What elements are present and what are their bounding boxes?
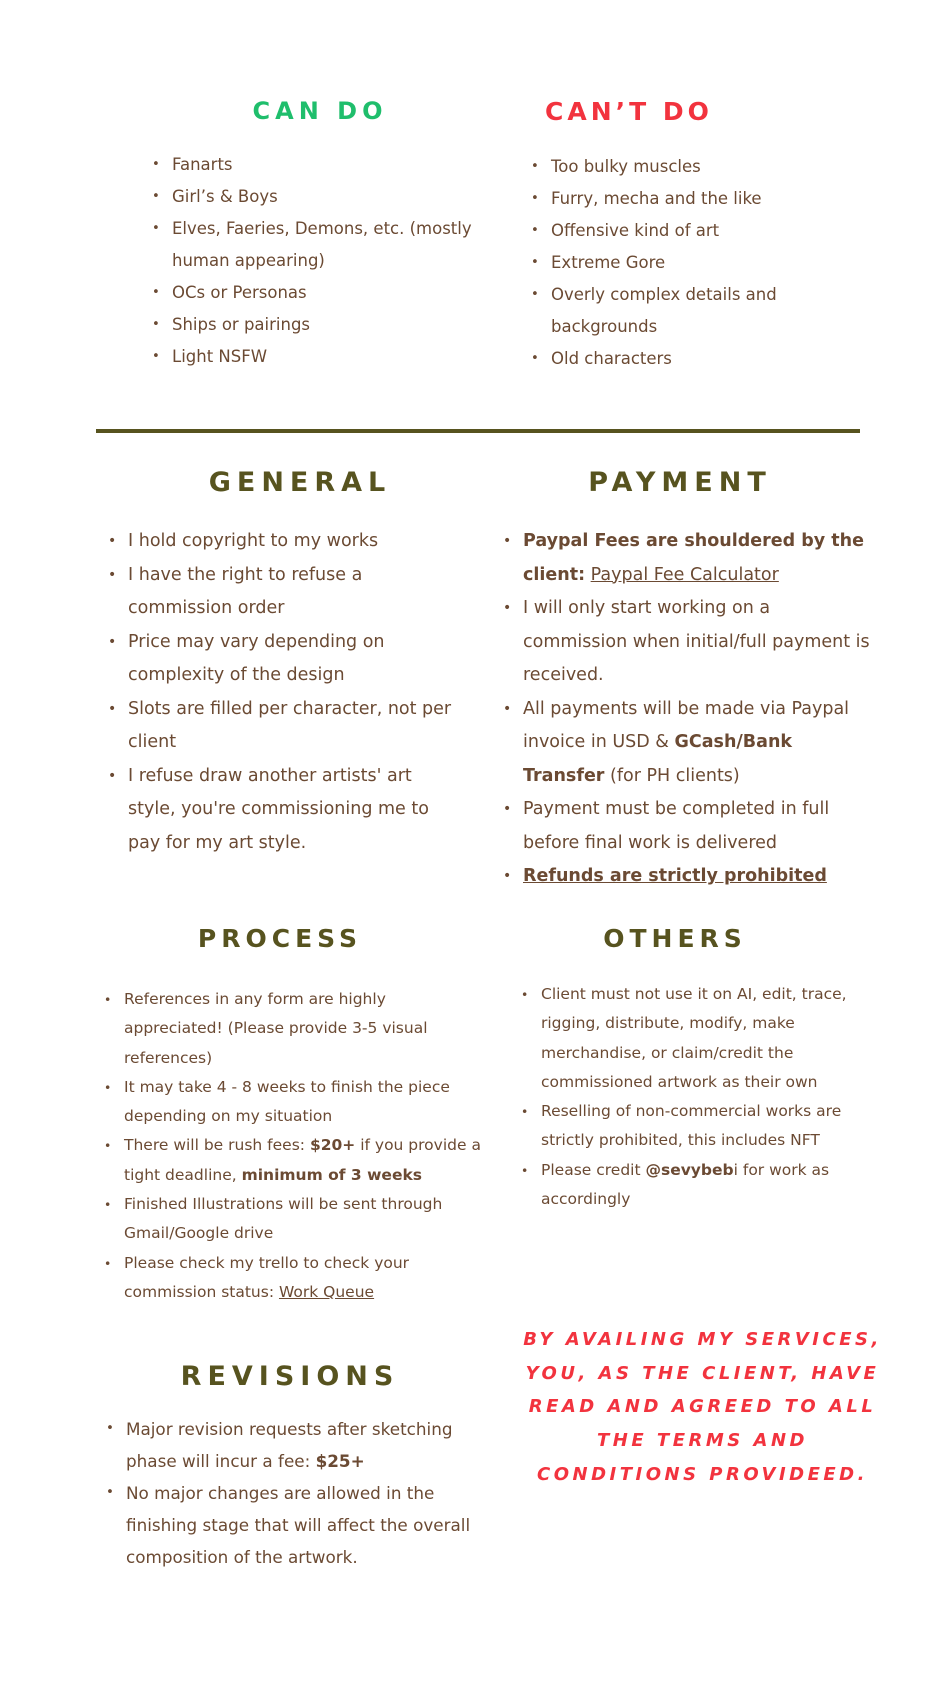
list-item: • Elves, Faeries, Demons, etc. (mostly human appearing): [152, 213, 487, 277]
payment-method-bold: GCash/Bank Transfer: [523, 732, 793, 786]
others-list: [521, 980, 866, 1214]
list-item: [503, 525, 873, 592]
list-item: [503, 693, 873, 794]
process-list: [104, 985, 484, 1307]
rush-fee-amount: $20+: [309, 1136, 356, 1155]
work-queue-link[interactable]: Work Queue: [278, 1282, 375, 1301]
rush-fee-text: There will be rush fees:: [124, 1136, 310, 1155]
list-item: • Too bulky muscles: [531, 151, 831, 183]
list-item: • Reselling of non-commercial works are strictly prohibited, this includes NFT: [521, 1097, 866, 1156]
list-item: • Furry, mecha and the like: [531, 183, 831, 215]
revisions-heading: REVISIONS: [180, 1361, 400, 1392]
list-item: • Overly complex details and backgrounds: [531, 279, 831, 343]
list-item: • Light NSFW: [152, 341, 487, 373]
cant-do-heading: CAN’T DO: [545, 97, 713, 126]
list-item: • Extreme Gore: [531, 247, 831, 279]
payment-heading: PAYMENT: [588, 467, 772, 498]
can-do-list: [152, 149, 487, 373]
paypal-fee-calculator-link[interactable]: Paypal Fee Calculator: [590, 564, 779, 585]
revision-fee-amount: $25+: [315, 1451, 365, 1471]
trello-text: Please check my trello to check your commission status:: [124, 1253, 410, 1301]
payment-fee-note: Paypal Fees are shouldered by the client:: [523, 531, 864, 585]
terms-notice: BY AVAILING MY SERVICES, YOU, AS THE CLIENT, HAVE READ AND AGREED TO ALL THE TERMS AND CONDITIONS PROVIDEED.: [523, 1329, 882, 1485]
general-list: [108, 525, 453, 860]
list-item: • No major changes are allowed in the finishing stage that will affect the overall composition of the artwork.: [106, 1477, 486, 1573]
list-item: [104, 1249, 484, 1308]
list-item: • Offensive kind of art: [531, 215, 831, 247]
list-item: • Ships or pairings: [152, 309, 487, 341]
payment-list: [503, 525, 873, 894]
list-item: • Finished Illustrations will be sent through Gmail/Google drive: [104, 1190, 484, 1249]
can-do-heading: CAN DO: [252, 97, 388, 125]
list-item: • I have the right to refuse a commission order: [108, 559, 453, 626]
list-item: • Client must not use it on AI, edit, trace, rigging, distribute, modify, make merchandise, or claim/credit the commissioned artwork as their own: [521, 980, 866, 1097]
list-item: • Price may vary depending on complexity of the design: [108, 626, 453, 693]
general-heading: GENERAL: [208, 467, 392, 498]
section-divider: [96, 429, 860, 433]
list-item: • Old characters: [531, 343, 831, 375]
list-item: • Fanarts: [152, 149, 487, 181]
list-item: • References in any form are highly appreciated! (Please provide 3-5 visual references): [104, 985, 484, 1073]
credit-handle: @sevybeb: [645, 1160, 734, 1179]
list-item: [104, 1131, 484, 1190]
list-item: • Payment must be completed in full before final work is delivered: [503, 793, 873, 860]
revisions-list: [106, 1413, 486, 1573]
list-item: • Girl’s & Boys: [152, 181, 487, 213]
list-item: [106, 1413, 486, 1477]
others-heading: OTHERS: [603, 924, 747, 953]
payment-method-suffix: (for PH clients): [604, 765, 740, 786]
list-item: • Slots are filled per character, not per client: [108, 693, 453, 760]
list-item: [521, 1156, 866, 1215]
credit-text-2: i for work as accordingly: [541, 1160, 830, 1209]
rush-fee-text-2: if you provide a tight deadline,: [124, 1136, 481, 1184]
revision-fee-text: Major revision requests after sketching phase will incur a fee:: [126, 1419, 453, 1471]
list-item: • OCs or Personas: [152, 277, 487, 309]
process-heading: PROCESS: [197, 924, 363, 953]
credit-text: Please credit: [541, 1160, 646, 1179]
list-item: • It may take 4 - 8 weeks to finish the piece depending on my situation: [104, 1073, 484, 1132]
rush-fee-minimum: minimum of 3 weeks: [241, 1165, 422, 1184]
list-item: • I hold copyright to my works: [108, 525, 453, 559]
cant-do-list: [531, 151, 831, 375]
list-item: • I refuse draw another artists' art style, you're commissioning me to pay for my art style.: [108, 760, 453, 861]
refund-policy: Refunds are strictly prohibited: [523, 866, 827, 886]
payment-method-text: All payments will be made via Paypal invoice in USD &: [523, 698, 850, 752]
list-item: • I will only start working on a commission when initial/full payment is received.: [503, 592, 873, 693]
list-item: [503, 860, 873, 894]
